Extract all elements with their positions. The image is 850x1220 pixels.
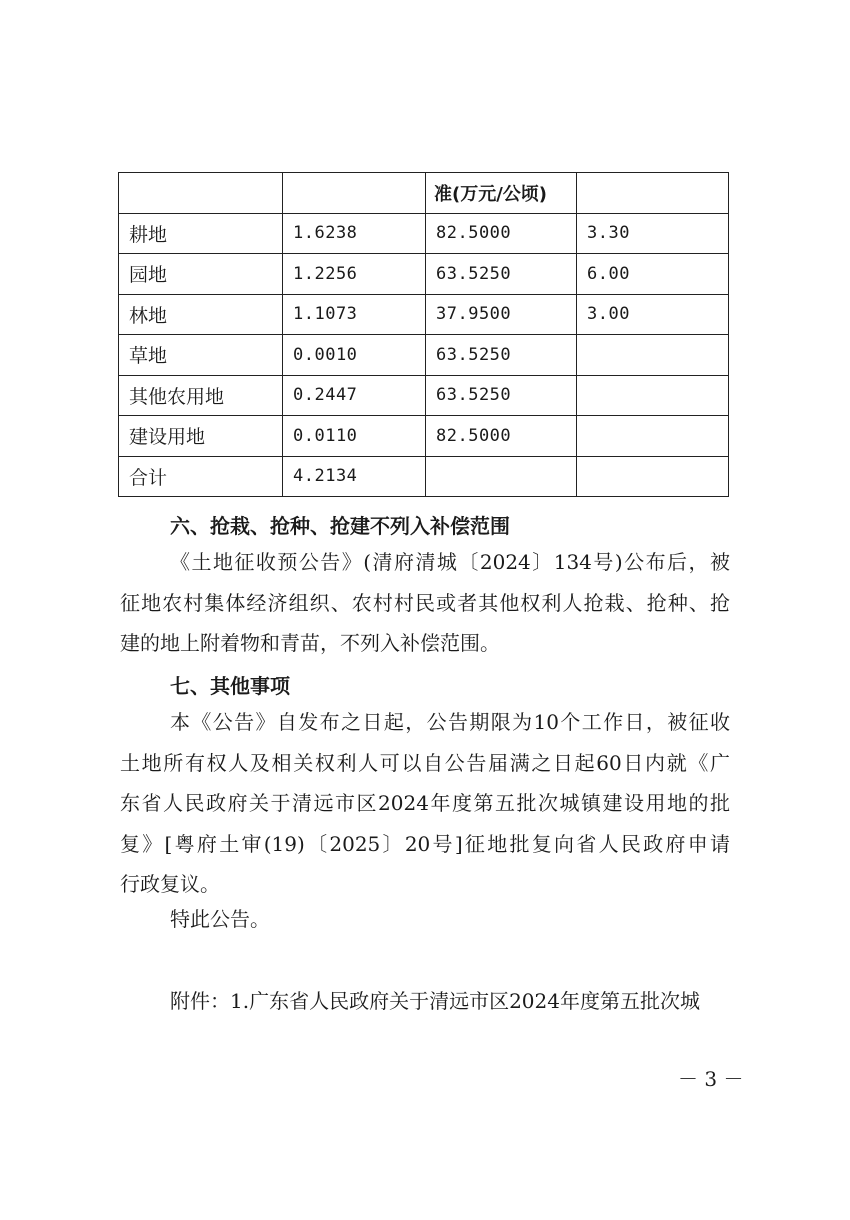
paragraph-line: 行政复议。 bbox=[120, 872, 220, 896]
section-7-paragraph bbox=[120, 702, 730, 905]
table-row bbox=[119, 375, 729, 416]
table-row bbox=[119, 335, 729, 376]
section-6-heading: 六、抢栽、抢种、抢建不列入补偿范围 bbox=[170, 514, 510, 538]
area-cell: 1.1073 bbox=[283, 294, 426, 335]
extra-cell: 6.00 bbox=[577, 254, 729, 295]
area-cell: 0.2447 bbox=[283, 375, 426, 416]
extra-cell: 3.30 bbox=[577, 213, 729, 254]
table-header-cell: 准(万元/公顷) bbox=[426, 173, 577, 214]
closing-statement: 特此公告。 bbox=[170, 907, 270, 931]
compensation-table bbox=[118, 172, 729, 497]
paragraph-line: 土地所有权人及相关权利人可以自公告届满之日起60日内就《广 bbox=[120, 750, 730, 775]
land-type-cell: 园地 bbox=[119, 254, 283, 295]
paragraph-line: 征地农村集体经济组织、农村村民或者其他权利人抢栽、抢种、抢 bbox=[120, 590, 730, 615]
extra-cell bbox=[577, 375, 729, 416]
land-type-cell: 林地 bbox=[119, 294, 283, 335]
table-total-row bbox=[119, 456, 729, 497]
paragraph-line: 建的地上附着物和青苗，不列入补偿范围。 bbox=[120, 631, 500, 655]
table-row bbox=[119, 254, 729, 295]
table-header-row bbox=[119, 173, 729, 214]
table-header-cell bbox=[283, 173, 426, 214]
land-type-cell: 合计 bbox=[119, 456, 283, 497]
area-cell: 1.6238 bbox=[283, 213, 426, 254]
area-cell: 0.0110 bbox=[283, 416, 426, 457]
paragraph-line: 《土地征收预公告》(清府清城〔2024〕134号)公布后，被 bbox=[170, 550, 730, 574]
attachment-line: 附件：1.广东省人民政府关于清远市区2024年度第五批次城 bbox=[170, 989, 700, 1013]
section-7-heading: 七、其他事项 bbox=[170, 674, 290, 698]
land-type-cell: 耕地 bbox=[119, 213, 283, 254]
standard-cell: 63.5250 bbox=[426, 254, 577, 295]
standard-cell: 63.5250 bbox=[426, 375, 577, 416]
table-row bbox=[119, 294, 729, 335]
standard-cell: 63.5250 bbox=[426, 335, 577, 376]
standard-cell: 37.9500 bbox=[426, 294, 577, 335]
land-type-cell: 建设用地 bbox=[119, 416, 283, 457]
paragraph-line: 东省人民政府关于清远市区2024年度第五批次城镇建设用地的批 bbox=[120, 791, 730, 815]
table-header-cell bbox=[119, 173, 283, 214]
area-cell: 0.0010 bbox=[283, 335, 426, 376]
extra-cell: 3.00 bbox=[577, 294, 729, 335]
table-row bbox=[119, 416, 729, 457]
area-cell: 4.2134 bbox=[283, 456, 426, 497]
standard-cell bbox=[426, 456, 577, 497]
table-header-cell bbox=[577, 173, 729, 214]
land-type-cell: 其他农用地 bbox=[119, 375, 283, 416]
land-type-cell: 草地 bbox=[119, 335, 283, 376]
standard-cell: 82.5000 bbox=[426, 213, 577, 254]
section-6-paragraph bbox=[120, 542, 730, 664]
extra-cell bbox=[577, 416, 729, 457]
standard-cell: 82.5000 bbox=[426, 416, 577, 457]
table-row bbox=[119, 213, 729, 254]
area-cell: 1.2256 bbox=[283, 254, 426, 295]
page-number: － 3 － bbox=[678, 1067, 744, 1091]
paragraph-line: 复》[粤府土审(19)〔2025〕20号]征地批复向省人民政府申请 bbox=[120, 831, 730, 856]
extra-cell bbox=[577, 456, 729, 497]
paragraph-line: 本《公告》自发布之日起，公告期限为10个工作日，被征收 bbox=[170, 710, 730, 734]
extra-cell bbox=[577, 335, 729, 376]
